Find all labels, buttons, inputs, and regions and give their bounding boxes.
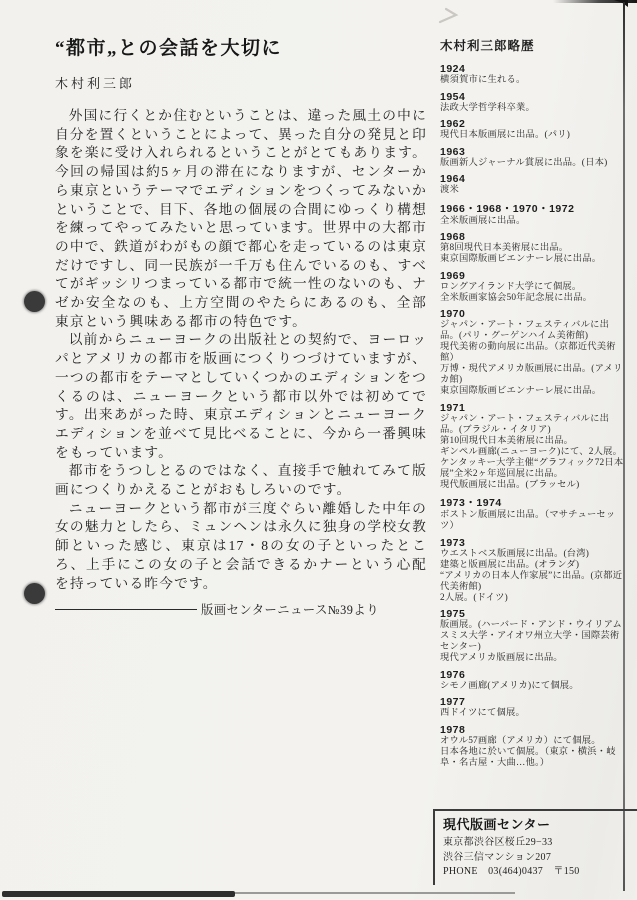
- pencil-mark: [436, 6, 470, 32]
- article-body: [55, 107, 427, 593]
- article-paragraph: ニューヨークという都市が三度ぐらい離婚した中年の女の魅力としたら、ミュンヘンは永久に独身の学校女教師といった感じ、東京は17・8の女の子といったところ、上手にこの女の子と会話できるかナーという心配を持っている昨今です。: [55, 500, 427, 591]
- bio-entry-year: 1971: [440, 401, 466, 414]
- bio-entry-line: 横須賀市に生れる。: [440, 75, 526, 85]
- bio-entry-year: 1977: [440, 696, 466, 708]
- punch-hole: [24, 291, 45, 312]
- article-paragraph: 都市をうつしとるのではなく、直接手で触れてみて版画につくりかえることがおもしろいのです。: [55, 463, 427, 498]
- bio-entry: [440, 537, 624, 604]
- bio-entry-line: 建築と版画展に出品。(オランダ): [440, 559, 580, 570]
- bio-entry-line: ボストン版画展に出品。（マサチューセッツ）: [440, 510, 616, 531]
- bio-entry: [440, 91, 624, 114]
- biography-entries: [440, 63, 624, 769]
- bio-entry-year: 1978: [440, 723, 466, 736]
- bio-entry-line: ケンタッキー大学主催“グラフィック72日本展”全米2ヶ年巡回展に出品。: [440, 457, 624, 479]
- bio-entry: [440, 118, 624, 141]
- bio-entry-line: 東京国際版画ビエンナーレ展に出品。: [440, 386, 602, 396]
- bio-entry-year: 1964: [440, 173, 466, 185]
- punch-hole: [24, 583, 45, 604]
- bio-entry: [440, 608, 624, 664]
- article-author: 木村利三郎: [55, 76, 136, 91]
- biography-title: 木村利三郎略歴: [440, 39, 535, 53]
- bio-entry-year: 1973・1974: [440, 497, 502, 509]
- bio-entry-line: 現代日本版画展に出品。(パリ): [440, 130, 571, 140]
- bio-entry-year: 1966・1968・1970・1972: [440, 202, 575, 215]
- bio-entry-line: 東京国際版画ビエンナーレ展に出品。: [440, 254, 602, 264]
- publisher-address-line1: 東京都渋谷区桜丘29−33: [443, 837, 553, 848]
- signature-row: [55, 600, 379, 618]
- bio-entry-line: ジャパン・アート・フェスティバルに出品。(ブラジル・イタリア): [440, 413, 610, 435]
- bio-entry-year: 1963: [440, 145, 466, 158]
- bio-entry-line: 現代アメリカ版画展に出品。: [440, 653, 563, 663]
- bio-entry-line: 渡米: [440, 185, 459, 195]
- bio-entry: [440, 308, 624, 397]
- signature-text: 版画センターニュース№39より: [201, 603, 379, 618]
- publisher-block: [433, 809, 637, 885]
- bio-entry-year: 1954: [440, 90, 466, 103]
- bio-entry-line: 万博・現代アメリカ版画展に出品。(アメリカ館): [440, 364, 623, 385]
- bio-entry-year: 1976: [440, 668, 466, 681]
- bio-entry-line: 2人展。(ドイツ): [440, 592, 508, 603]
- signature-rule: [55, 609, 197, 611]
- bio-entry-year: 1970: [440, 308, 466, 320]
- bio-entry-line: 西ドイツにて個展。: [440, 708, 526, 718]
- bio-entry-line: 日本各地に於いて個展。（東京・横浜・岐阜・名古屋・大曲…他。）: [440, 746, 616, 768]
- bio-entry-line: 法政大学哲学科卒業。: [440, 102, 535, 113]
- bio-entry-year: 1975: [440, 608, 466, 620]
- article: [55, 33, 427, 618]
- bio-entry: [440, 201, 624, 227]
- bio-entry: [440, 63, 624, 86]
- bio-entry-line: 版画新人ジャーナル賞展に出品。(日本): [440, 157, 608, 168]
- bio-entry-line: 全米版画展に出品。: [440, 215, 526, 226]
- publisher-address-line2: 渋谷三信マンション207: [443, 851, 552, 863]
- bio-entry-line: 現代美術の動向展に出品。（京都近代美術館）: [440, 342, 616, 363]
- scan-bottom-shadow-dark: [2, 891, 235, 897]
- bio-entry-line: 第10回現代日本美術展に出品。: [440, 435, 574, 446]
- bio-entry-line: 版画展。(ハーバード・アンド・ウイリアムスミス大学・アイオワ州立大学・国際芸術センター): [440, 620, 622, 652]
- bio-entry-year: 1924: [440, 63, 466, 75]
- bio-entry-line: ウエストベス版画展に出品。(台湾): [440, 548, 590, 559]
- scan-bottom-shadow-light: [235, 892, 515, 895]
- bio-entry: [440, 270, 624, 304]
- bio-entry: [440, 495, 624, 532]
- article-paragraph: 以前からニューヨークの出版社との契約で、ヨーロッパとアメリカの都市を版画につくりつづけていますが、一つの都市をテーマとしていくつかのエディションをつくるのは、ニューヨークという都市以外では初めてです。出来あがった時、東京エディションとニューヨークエディションを並べて見比べることに、今から一番興味をもっています。: [55, 332, 427, 460]
- bio-entry: [440, 173, 624, 196]
- publisher-name: 現代版画センター: [443, 817, 551, 832]
- bio-entry-line: シモノ画廊(アメリカ)にて個展。: [440, 680, 579, 691]
- bio-entry: [440, 231, 624, 265]
- bio-entry: [440, 669, 624, 692]
- bio-entry: [440, 696, 624, 719]
- bio-entry: [440, 402, 624, 491]
- biography-column: [440, 36, 624, 769]
- bio-entry-line: ロングアイランド大学にて個展。: [440, 281, 582, 292]
- bio-entry-year: 1962: [440, 118, 466, 130]
- article-paragraph: 外国に行くとか住むということは、違った風土の中に自分を置くということによって、異った自分の発見と印象を楽に受け入れられるということがとてもあります。今回の帰国は約5ヶ月の滞在になりますが、センターから東京というテーマでエディションをつくってみないかということで、目下、各地の個展の合間にゆっくり構想を練ってやってみたいと思っています。世界中の大都市の中で、鉄道がわがもの顔で都心を走っているのは東京だけですし、同一民族が一千万も住んでいるのも、すべてがギッシリつまっている都市で統一性のないのも、ナゼか安全なのも、上方空間のやたらにあるのも、全部東京という興味ある都市の特色です。: [55, 108, 427, 329]
- bio-entry-line: 第8回現代日本美術展に出品。: [440, 243, 569, 253]
- bio-entry-line: ギンペル画廊(ニューヨーク)にて、2人展。: [440, 446, 623, 457]
- article-title: “都市„との会話を大切に: [55, 38, 283, 59]
- bio-entry-year: 1968: [440, 231, 466, 243]
- bio-entry-year: 1969: [440, 269, 466, 282]
- bio-entry-line: ジャパン・アート・フェスティバルに出品。(パリ・グーゲンハイム美術館): [440, 320, 610, 341]
- bio-entry-year: 1973: [440, 536, 466, 549]
- publisher-phone: PHONE 03(464)0437 〒150: [443, 866, 580, 877]
- bio-entry-line: オウル57画廊（アメリカ）にて個展。: [440, 735, 601, 746]
- bio-entry: [440, 724, 624, 769]
- bio-entry-line: 現代版画展に出品。(ブラッセル): [440, 479, 580, 490]
- bio-entry-line: 全米版画家協会50年記念展に出品。: [440, 292, 593, 303]
- bio-entry-line: “アメリカの日本人作家展”に出品。(京都近代美術館): [440, 570, 623, 592]
- bio-entry: [440, 146, 624, 169]
